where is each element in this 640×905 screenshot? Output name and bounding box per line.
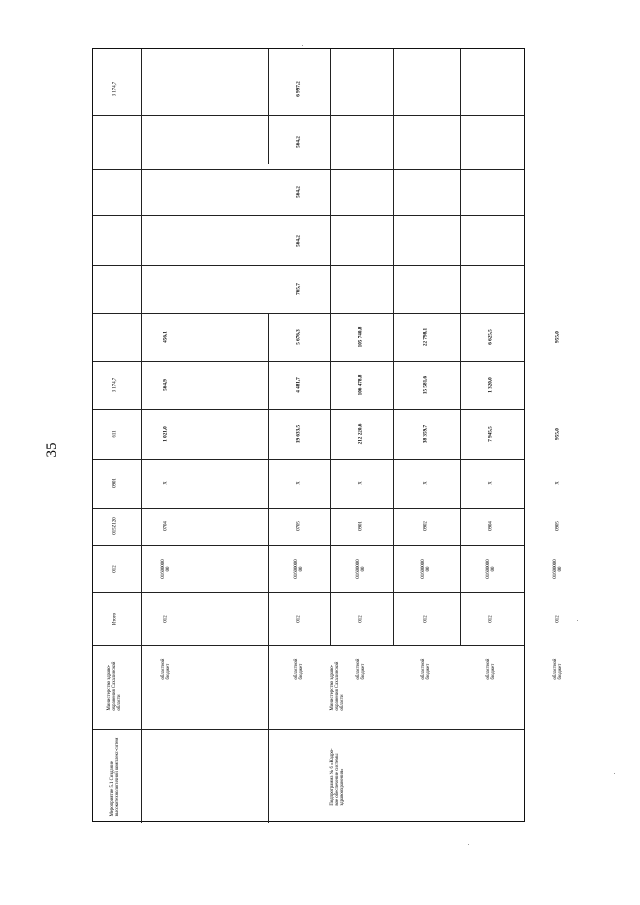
cell-c8: 7 945,5 — [487, 426, 494, 442]
header-total: 3 174,7 — [112, 377, 118, 393]
cell-rz: 0704 — [163, 521, 169, 531]
cell-rz: 0905 — [555, 521, 561, 531]
cell-c10: 22 798,1 — [422, 327, 429, 347]
cell-c8: 212 220,6 — [357, 423, 364, 445]
cell-c9: 1 320,0 — [487, 377, 494, 393]
header-csr: 015Z120 — [112, 517, 118, 535]
cell-csr: 01600000 00 — [552, 559, 563, 579]
cell-grbs: 012 — [163, 615, 169, 623]
scan-speck — [614, 773, 615, 774]
cell-c10: 955,0 — [554, 331, 561, 343]
row-divider — [141, 49, 142, 823]
subprogram-name: Подпрограмма № 6 «Кадро- вое обеспечение системы здравоохранения» — [330, 748, 346, 806]
cell-c10: 5 676,3 — [295, 329, 302, 345]
cell-c8: 955,0 — [554, 428, 561, 440]
cell-csr: 01600000 00 — [420, 559, 431, 579]
cell-c9: 564,9 — [162, 379, 169, 391]
scan-speck — [302, 45, 303, 46]
cell-csr: 01600000 00 — [355, 559, 366, 579]
cell-c9: 106 478,8 — [357, 374, 364, 396]
header-vr: 611 — [112, 430, 118, 438]
header-ministry: Министерство здраво- охранения Сахалинской области — [107, 661, 123, 711]
cell-c9: 4 481,7 — [295, 377, 302, 393]
cell-c16: 6 997,2 — [295, 81, 302, 97]
cell-c10: 6 625,5 — [487, 329, 494, 345]
cell-grbs: 012 — [358, 615, 364, 623]
cell-budget: областной бюджет — [293, 658, 304, 680]
cell-vr: X — [555, 481, 561, 485]
cell-vr: X — [358, 481, 364, 485]
cell-c10: 105 740,8 — [357, 326, 364, 348]
cell-c9: 15 581,6 — [422, 375, 429, 395]
cell-budget: областной бюджет — [420, 658, 431, 680]
cell-c11: 765,7 — [295, 283, 302, 295]
cell-budget: областной бюджет — [485, 658, 496, 680]
cell-rz: 0705 — [296, 521, 302, 531]
cell-grbs: 012 — [423, 615, 429, 623]
col-divider — [93, 729, 524, 730]
header-budget: Итого — [112, 612, 118, 626]
header-last: 3 174,7 — [112, 81, 118, 97]
col-divider — [93, 645, 524, 646]
cell-rz: 0901 — [358, 521, 364, 531]
cell-vr: X — [163, 481, 169, 485]
cell-vr: X — [488, 481, 494, 485]
cell-csr: 01600000 00 — [293, 559, 304, 579]
row-divider — [393, 49, 394, 645]
cell-grbs: 012 — [555, 615, 561, 623]
cell-budget: областной бюджет — [355, 658, 366, 680]
scan-speck — [577, 620, 578, 621]
cell-csr: 01600000 00 — [485, 559, 496, 579]
row-divider — [460, 49, 461, 645]
cell-rz: 0902 — [423, 521, 429, 531]
budget-table — [92, 48, 563, 822]
row-divider — [268, 313, 269, 823]
cell-c10: 456,1 — [162, 331, 169, 343]
cell-vr: X — [296, 481, 302, 485]
cell-grbs: 012 — [488, 615, 494, 623]
header-grbs: 012 — [112, 565, 118, 573]
header-activity: Мероприятие 5.1 Создание высокотехнологичной комплекс-ситем — [109, 737, 120, 817]
cell-c13: 564,2 — [295, 186, 302, 198]
cell-c12: 564,2 — [295, 235, 302, 247]
cell-c8: 38 359,7 — [422, 424, 429, 444]
page-number: 35 — [44, 442, 60, 458]
cell-rz: 0904 — [488, 521, 494, 531]
cell-c14: 564,2 — [295, 136, 302, 148]
cell-vr: X — [423, 481, 429, 485]
cell-budget: областной бюджет — [552, 658, 563, 680]
row-divider — [268, 49, 269, 164]
scan-speck — [468, 844, 469, 845]
row-divider — [330, 49, 331, 645]
header-rz: 0901 — [112, 478, 118, 488]
cell-csr: 01600000 00 — [160, 559, 171, 579]
cell-c8: 19 633,5 — [295, 424, 302, 444]
cell-budget: областной бюджет — [160, 658, 171, 680]
cell-grbs: 012 — [296, 615, 302, 623]
cell-c8: 1 021,0 — [162, 426, 169, 442]
subprogram-ministry: Министерство здраво- охранения Сахалинской области — [330, 661, 346, 711]
